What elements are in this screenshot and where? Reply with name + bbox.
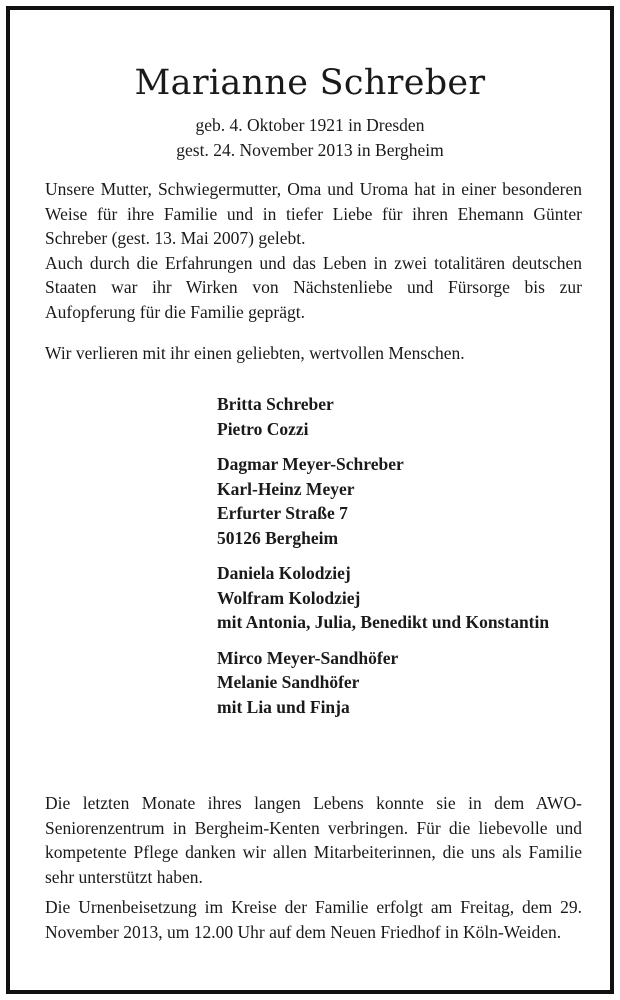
loss-statement-text: Wir verlieren mit ihr einen geliebten, wertvollen Menschen. bbox=[45, 343, 465, 363]
intro-text bbox=[45, 177, 582, 324]
mourner-group bbox=[217, 392, 549, 441]
mourner-line: Melanie Sandhöfer bbox=[217, 672, 360, 692]
birth-date: geb. 4. Oktober 1921 in Dresden bbox=[195, 115, 425, 135]
closing-paragraph-2: Die Urnenbeisetzung im Kreise der Familie erfolgt am Freitag, dem 29. November 2013, um 12.00 Uhr auf dem Neuen Friedhof in Köln-Weiden. bbox=[45, 897, 582, 942]
mourner-address-street: Erfurter Straße 7 bbox=[217, 503, 348, 523]
mourner-line: Daniela Kolodziej bbox=[217, 563, 351, 583]
mourner-group bbox=[217, 452, 549, 550]
mourner-line: Mirco Meyer-Sandhöfer bbox=[217, 647, 399, 668]
obituary-notice bbox=[6, 6, 614, 994]
mourner-line: mit Lia und Finja bbox=[217, 696, 350, 717]
mourner-address-city: 50126 Bergheim bbox=[217, 527, 339, 548]
mourner-line: Pietro Cozzi bbox=[217, 418, 309, 439]
closing-paragraph-1: Die letzten Monate ihres langen Lebens konnte sie in dem AWO-Seniorenzentrum in Bergheim-Kenten verbringen. Für die liebevolle und kompetente Pflege danken wir allen Mitarbeiterinnen, die uns als Familie sehr unterstützt haben. bbox=[45, 793, 582, 887]
intro-paragraph-1: Unsere Mutter, Schwiegermutter, Oma und Uroma hat in einer besonderen Weise für ihre Familie und in tiefer Liebe für ihren Ehemann Günter Schreber (gest. 13. Mai 2007) gelebt. bbox=[45, 179, 582, 248]
life-dates bbox=[10, 113, 610, 163]
mourner-line: Britta Schreber bbox=[217, 394, 334, 414]
intro-paragraph-2: Auch durch die Erfahrungen und das Leben in zwei totalitären deutschen Staaten war ihr Wirken von Nächstenliebe und Fürsorge bis zur Aufopferung für die Familie geprägt. bbox=[45, 252, 582, 322]
deceased-name: Marianne Schreber bbox=[134, 63, 486, 103]
mourner-line: mit Antonia, Julia, Benedikt und Konstantin bbox=[217, 612, 550, 632]
mourners-list bbox=[217, 392, 549, 730]
loss-statement bbox=[45, 341, 582, 366]
mourner-line: Karl-Heinz Meyer bbox=[217, 478, 355, 499]
closing-text bbox=[45, 791, 582, 944]
mourner-group bbox=[217, 646, 549, 720]
death-date: gest. 24. November 2013 in Bergheim bbox=[176, 140, 444, 160]
mourner-line: Dagmar Meyer-Schreber bbox=[217, 454, 404, 474]
mourner-group bbox=[217, 561, 549, 635]
mourner-line: Wolfram Kolodziej bbox=[217, 587, 361, 608]
